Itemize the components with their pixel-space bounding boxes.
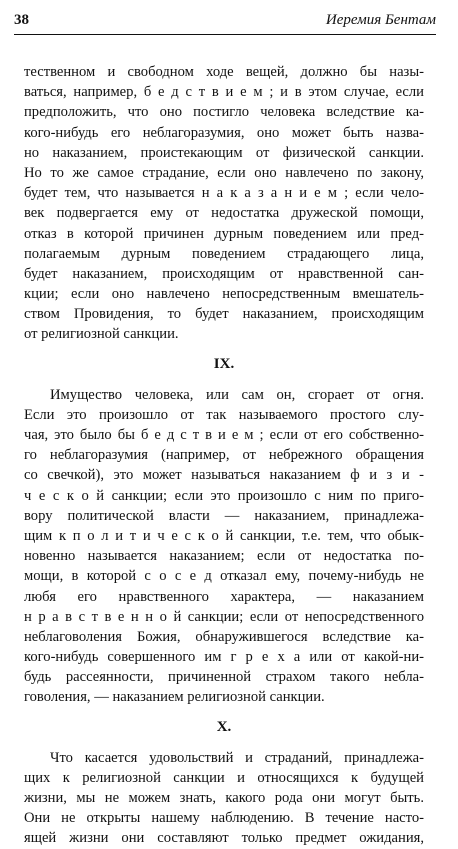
- text-line: чая, это было бы б е д с т в и е м ; если от его собственно-: [24, 427, 424, 443]
- text-line: тественном и свободном ходе вещей, должно бы назы-: [24, 64, 424, 80]
- page-number: 38: [14, 12, 29, 28]
- text-line: мощи, в которой с о с е д отказал ему, почему-нибудь не: [24, 568, 424, 585]
- text-line: щим к п о л и т и ч е с к о й санкции, т.е. тем, что обык-: [24, 527, 424, 544]
- text-line: отказ в которой причинен дурным поведением или пред-: [24, 225, 424, 242]
- text-line: н р а в с т в е н н о й санкции; если от непосредственного: [24, 608, 424, 625]
- text-line: будет тем, что называется н а к а з а н и е м ; если чело-: [24, 185, 424, 202]
- body-text: [24, 62, 424, 849]
- text-line: вору политической власти — наказанием, принадлежа-: [24, 507, 424, 524]
- text-line: будет наказанием, происходящим от нравственной сан-: [24, 265, 424, 282]
- text-line: жизни, мы не можем знать, какого рода они могут быть.: [24, 790, 424, 806]
- paragraph: [24, 62, 424, 345]
- text-line: ящей жизни они составляют только предмет ожидания,: [24, 830, 424, 847]
- text-line: ством Провидения, то будет наказанием, происходящим: [24, 306, 424, 323]
- section-heading-ix: IX.: [213, 355, 235, 372]
- text-line: Если это произошло от так называемого простого слу-: [24, 406, 424, 423]
- text-line: го неблагоразумия (например, от небрежного обращения: [24, 447, 424, 464]
- text-line: говоления, — наказанием религиозной санкции.: [24, 689, 325, 706]
- text-line: любя его нравственного характера, — наказанием: [24, 588, 424, 605]
- text-line: от религиозной санкции.: [24, 326, 179, 343]
- paragraph: [24, 385, 424, 708]
- text-line: ч е с к о й санкции; если это произошло с ним по приго-: [24, 487, 424, 504]
- text-line: ваться, например, б е д с т в и е м ; и в этом случае, если: [24, 84, 424, 101]
- header-rule: [14, 34, 436, 35]
- text-line: Они не открыты нашему наблюдению. В течение насто-: [24, 810, 424, 827]
- text-line: полагаемым дурным поведением страдающего лица,: [24, 245, 424, 262]
- text-line: век подвергается ему от недостатка дружеской помощи,: [24, 205, 424, 222]
- text-line: новенно называется наказанием; если от недостатка по-: [24, 548, 424, 565]
- text-line: неблаговоления Божия, обнаружившегося вследствие ка-: [24, 628, 424, 645]
- text-line: Что касается удовольствий и страданий, принадлежа-: [50, 749, 424, 766]
- running-head: Иеремия Бентам: [325, 12, 436, 28]
- text-line: Имущество человека, или сам он, сгорает от огня.: [50, 386, 424, 403]
- text-line: Но то же самое страдание, если оно навлечено по закону,: [24, 164, 424, 181]
- text-line: кого-нибудь его неблагоразумия, оно может быть назва-: [24, 124, 424, 141]
- text-line: но наказанием, проистекающим от физической санкции.: [24, 144, 424, 161]
- text-line: кого-нибудь совершенного им г р е х а или от какой-ни-: [24, 649, 424, 666]
- page-header: [14, 8, 436, 36]
- paragraph: [24, 748, 424, 849]
- text-line: со свечкой), это может называться наказанием ф и з и -: [24, 467, 424, 484]
- section-heading-x: X.: [216, 718, 232, 735]
- text-line: щих к религиозной санкции и относящихся к будущей: [24, 769, 424, 786]
- text-line: кции; если оно навлечено непосредственным вмешатель-: [24, 286, 424, 303]
- text-line: будь рассеянности, причиненной страхом такого небла-: [24, 669, 424, 686]
- text-line: предположить, что оно постигло человека вследствие ка-: [24, 104, 424, 121]
